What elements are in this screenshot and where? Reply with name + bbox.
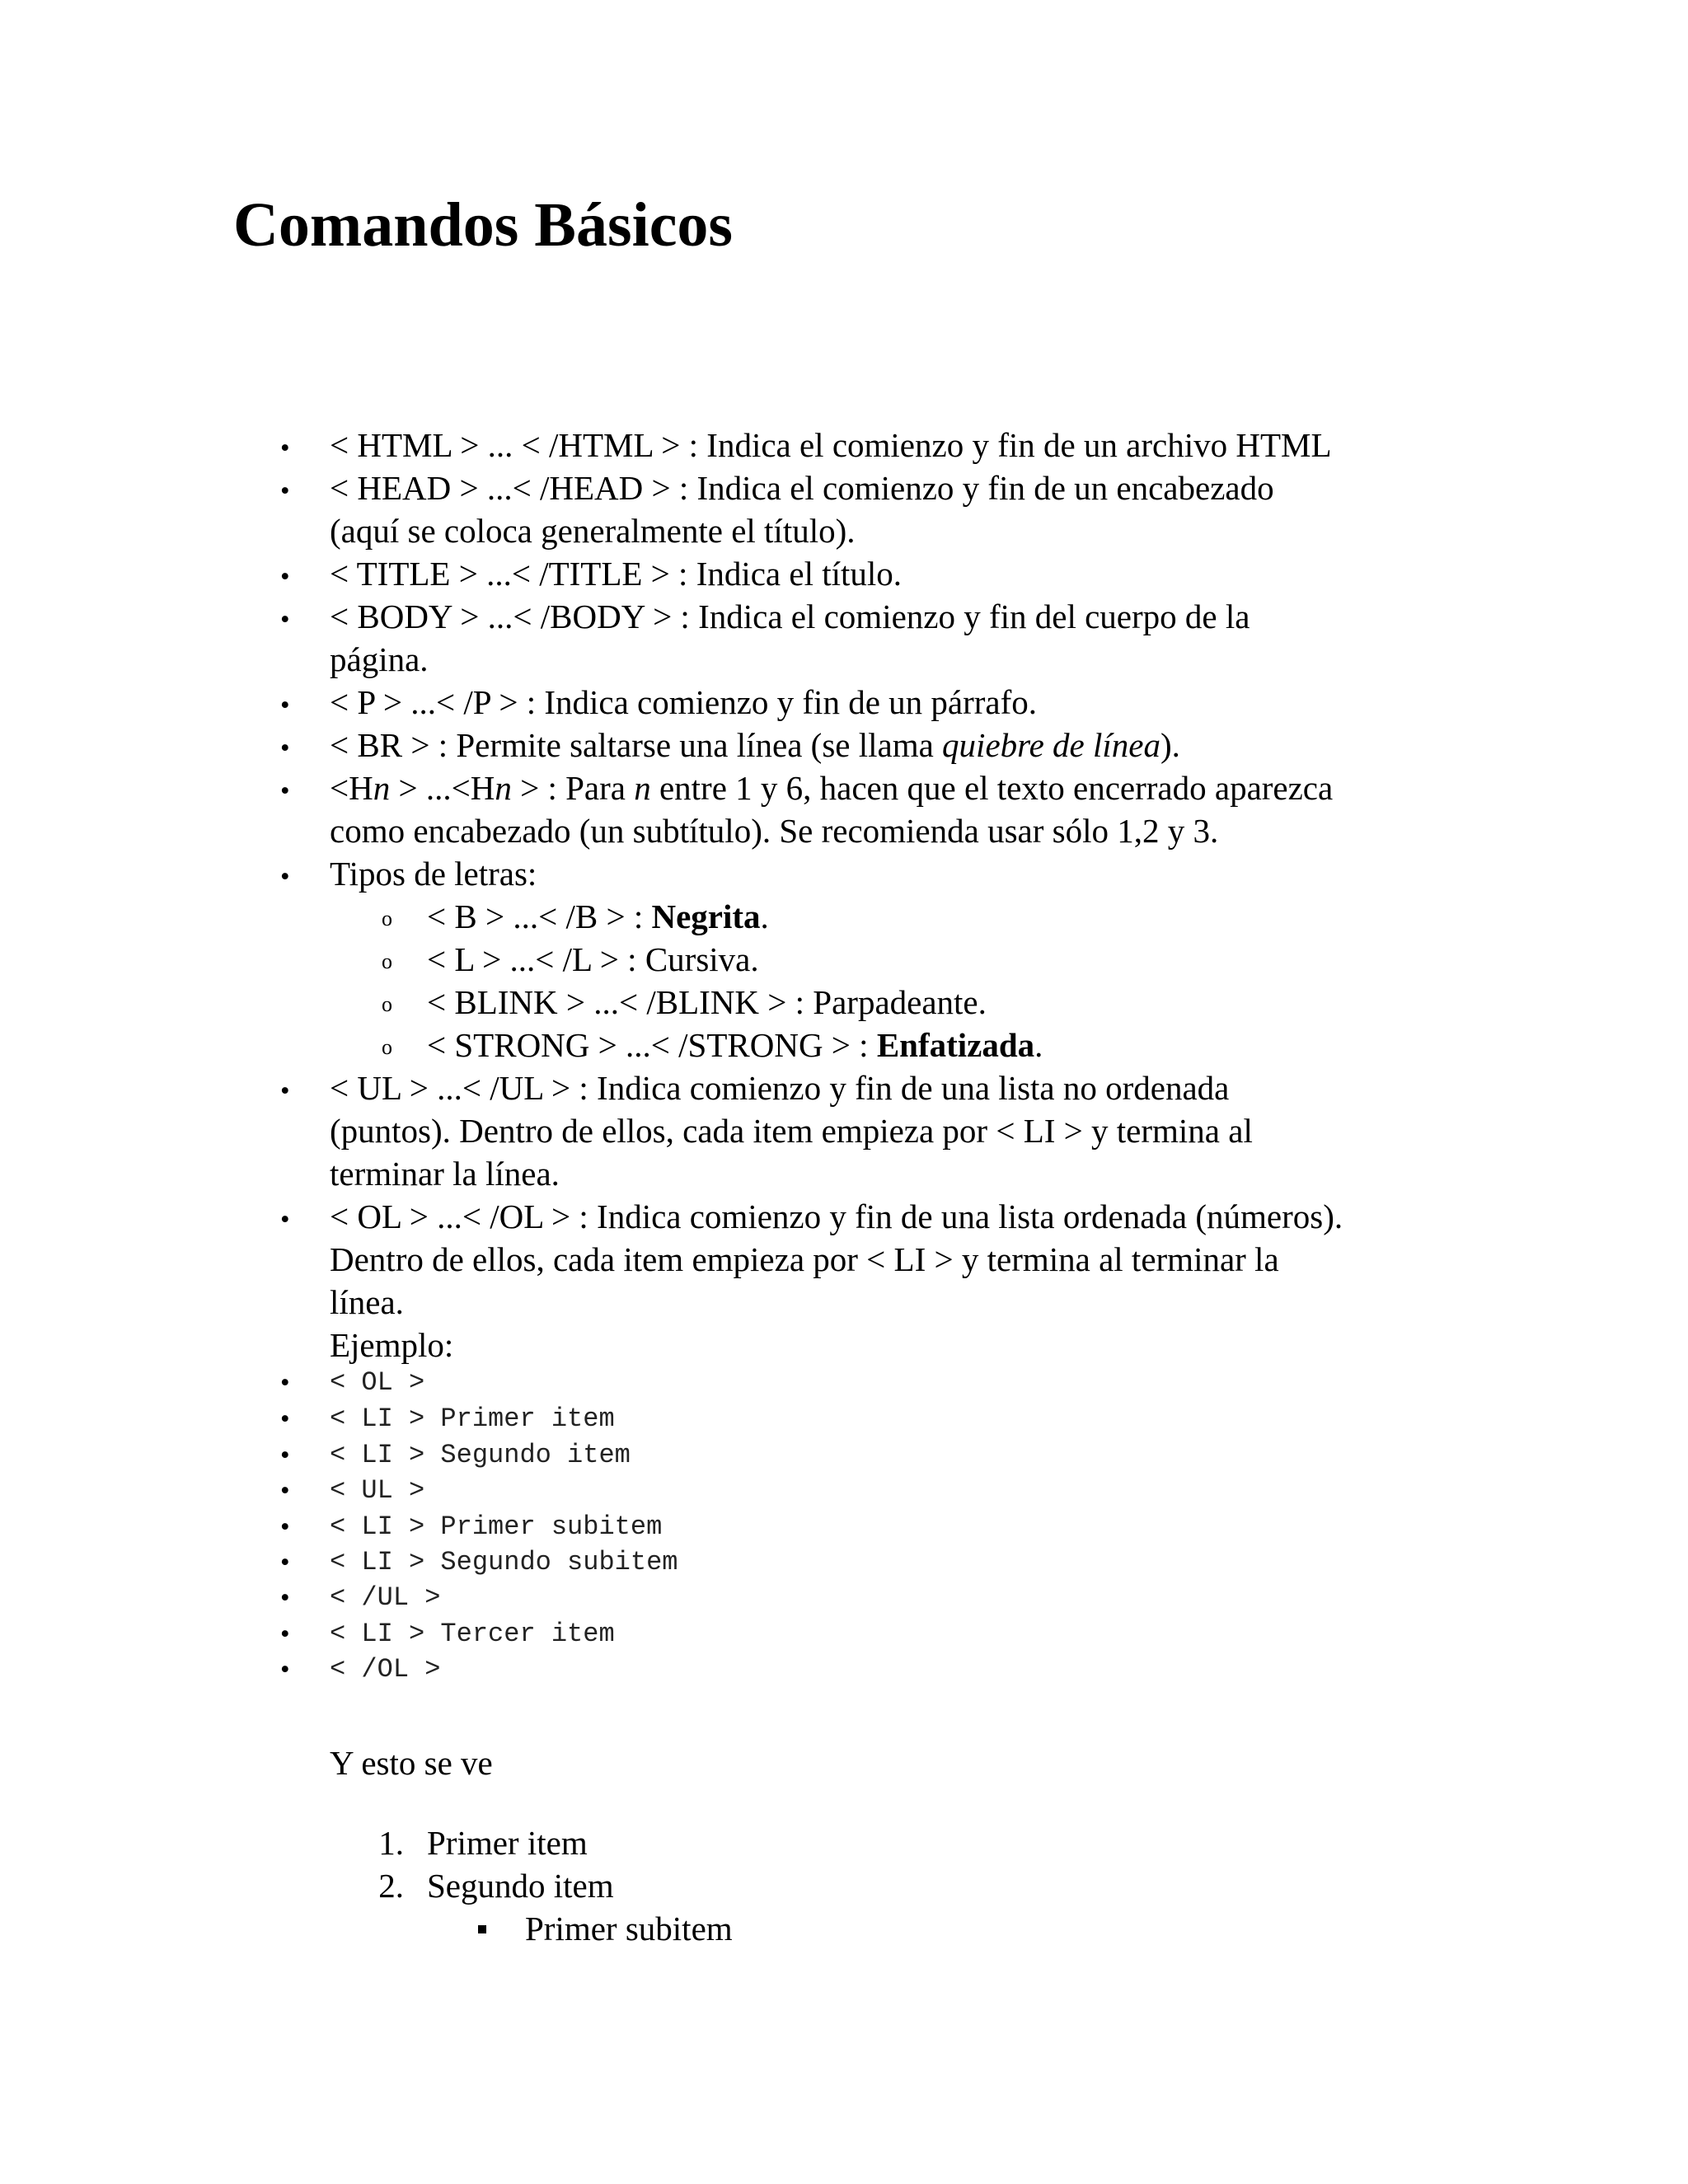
br-text: < BR > : Permite saltarse una línea (se llama <box>330 726 943 764</box>
bullet: • <box>280 1512 290 1542</box>
list-item-head: < HEAD > ...< /HEAD > : Indica el comienzo y fin de un encabezado <box>330 469 1274 507</box>
b-bold: Negrita <box>651 898 761 935</box>
bullet: • <box>280 1583 290 1613</box>
circle-bullet: o <box>382 949 392 973</box>
page-title: Comandos Básicos <box>233 190 733 260</box>
bullet: • <box>280 862 290 892</box>
br-end: ). <box>1160 726 1180 764</box>
hn-text: entre 1 y 6, hacen que el texto encerrado aparezca <box>650 769 1334 807</box>
bullet: • <box>280 1476 290 1506</box>
code-line: < LI > Tercer item <box>330 1619 615 1649</box>
list-item-hn <box>330 766 1333 809</box>
bullet: • <box>280 1404 290 1434</box>
code-line: < LI > Segundo subitem <box>330 1547 678 1577</box>
bullet: • <box>280 1441 290 1470</box>
bullet: • <box>280 1368 290 1398</box>
bullet: • <box>280 434 290 463</box>
circle-bullet: o <box>382 992 392 1016</box>
code-line: < /OL > <box>330 1654 441 1685</box>
list-item-ul-cont: terminar la línea. <box>330 1155 560 1193</box>
list-item-ul-cont: (puntos). Dentro de ellos, cada item empieza por < LI > y termina al <box>330 1112 1253 1150</box>
bullet: • <box>280 605 290 635</box>
sublist-item-l: < L > ...< /L > : Cursiva. <box>427 940 759 978</box>
list-item-p: < P > ...< /P > : Indica comienzo y fin de un párrafo. <box>330 683 1037 721</box>
bullet: • <box>280 1655 290 1685</box>
bullet: • <box>280 691 290 720</box>
bullet: • <box>280 1548 290 1577</box>
square-bullet <box>478 1925 486 1933</box>
result-intro: Y esto se ve <box>330 1744 493 1782</box>
bullet: • <box>280 1619 290 1649</box>
list-item-ol: < OL > ...< /OL > : Indica comienzo y fin de una lista ordenada (números). <box>330 1197 1343 1235</box>
list-item-ul: < UL > ...< /UL > : Indica comienzo y fin de una lista no ordenada <box>330 1069 1230 1107</box>
strong-text: < STRONG > ...< /STRONG > : <box>427 1026 877 1064</box>
hn-italic: n <box>373 769 391 807</box>
hn-text: <H <box>330 769 373 807</box>
br-italic: quiebre de línea <box>942 726 1160 764</box>
bullet: • <box>280 776 290 806</box>
code-line: < LI > Primer item <box>330 1404 615 1434</box>
code-line: < UL > <box>330 1475 425 1506</box>
code-line: < /UL > <box>330 1582 441 1613</box>
ordered-number: 1. <box>378 1824 404 1862</box>
bullet: • <box>280 733 290 763</box>
circle-bullet: o <box>382 1035 392 1059</box>
ordered-item-1: Primer item <box>427 1824 588 1862</box>
sublist-item-strong <box>427 1024 1043 1066</box>
hn-italic: n <box>634 769 651 807</box>
bullet: • <box>280 476 290 506</box>
ordered-number: 2. <box>378 1867 404 1905</box>
list-item-hn-cont: como encabezado (un subtítulo). Se recomienda usar sólo 1,2 y 3. <box>330 812 1219 850</box>
hn-italic: n <box>495 769 512 807</box>
list-item-tipos: Tipos de letras: <box>330 855 537 893</box>
ordered-item-2: Segundo item <box>427 1867 614 1905</box>
code-line: < LI > Segundo item <box>330 1440 631 1470</box>
sublist-item-blink: < BLINK > ...< /BLINK > : Parpadeante. <box>427 983 987 1021</box>
list-item-body-cont: página. <box>330 640 429 678</box>
hn-text: > ...<H <box>390 769 495 807</box>
strong-bold: Enfatizada <box>876 1026 1035 1064</box>
list-item-title: < TITLE > ...< /TITLE > : Indica el título. <box>330 555 903 593</box>
list-item-html: < HTML > ... < /HTML > : Indica el comienzo y fin de un archivo HTML <box>330 426 1332 464</box>
list-item-br <box>330 724 1180 766</box>
list-item-ol-cont: Dentro de ellos, cada item empieza por < LI > y termina al terminar la <box>330 1240 1279 1278</box>
nested-item-1: Primer subitem <box>525 1910 733 1947</box>
bullet: • <box>280 1076 290 1106</box>
example-label: Ejemplo: <box>330 1326 454 1364</box>
code-line: < LI > Primer subitem <box>330 1511 663 1542</box>
list-item-ol-cont: línea. <box>330 1283 404 1321</box>
code-line: < OL > <box>330 1367 425 1398</box>
b-end: . <box>760 898 769 935</box>
strong-end: . <box>1034 1026 1043 1064</box>
circle-bullet: o <box>382 907 392 930</box>
b-text: < B > ...< /B > : <box>427 898 652 935</box>
list-item-body: < BODY > ...< /BODY > : Indica el comienzo y fin del cuerpo de la <box>330 598 1250 635</box>
bullet: • <box>280 562 290 592</box>
sublist-item-b <box>427 895 769 938</box>
bullet: • <box>280 1205 290 1235</box>
list-item-head-cont: (aquí se coloca generalmente el título). <box>330 512 856 550</box>
hn-text: > : Para <box>511 769 635 807</box>
